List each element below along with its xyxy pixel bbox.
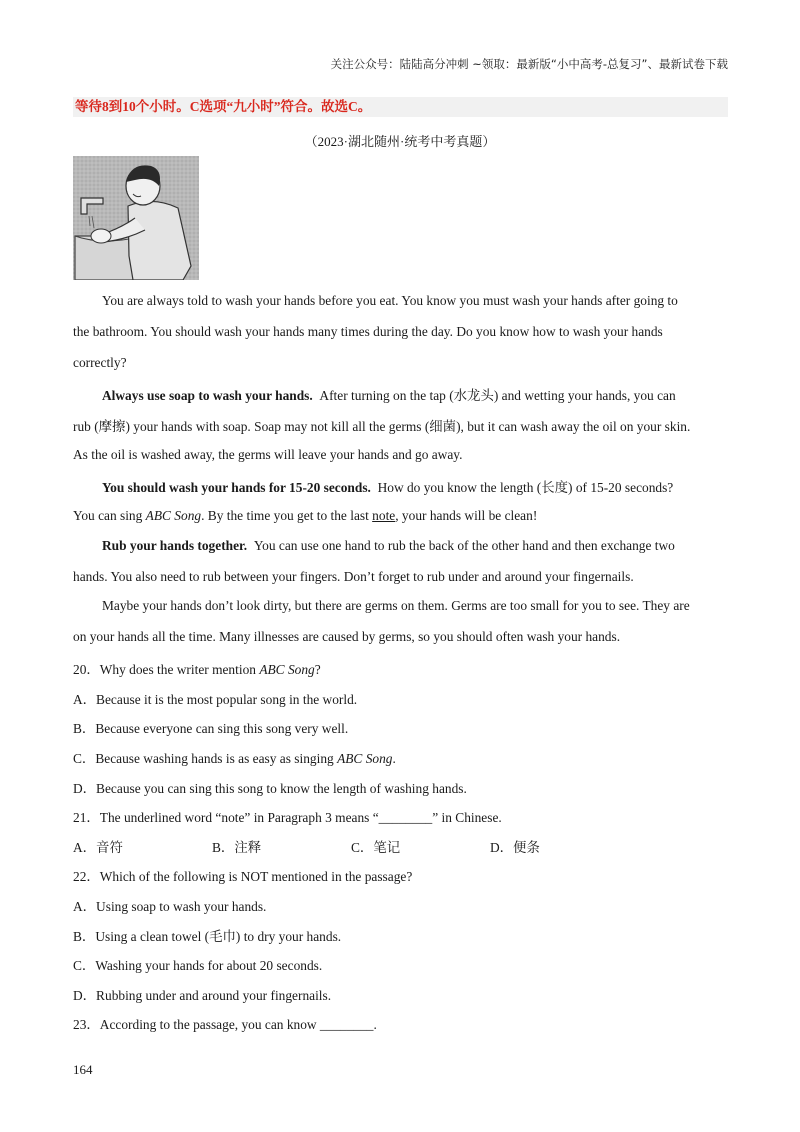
- question-20-stem: [73, 659, 321, 678]
- question-22-option-a: A．Using soap to wash your hands.: [73, 899, 267, 914]
- question-22-option-d: D．Rubbing under and around your fingernails.: [73, 988, 332, 1003]
- paragraph-heading: Rub your hands together.: [102, 538, 248, 553]
- page-number: 164: [73, 1062, 93, 1077]
- question-21-option-a: A．音符: [73, 840, 123, 855]
- passage-text: How do you know the length (长度) of 15-20 seconds?: [377, 480, 674, 495]
- passage-text: You can sing: [73, 508, 146, 523]
- question-20-option-b: B．Because everyone can sing this song very well.: [73, 721, 349, 736]
- paragraph-heading: Always use soap to wash your hands.: [102, 388, 313, 403]
- question-20-option-c: [73, 748, 396, 767]
- passage-line: hands. You also need to rub between your fingers. Don’t forget to rub under and around your fingernails.: [73, 569, 634, 584]
- passage-line: [73, 508, 537, 524]
- option-text: .: [392, 751, 396, 766]
- question-22-option-c: C．Washing your hands for about 20 seconds.: [73, 958, 323, 973]
- question-20-option-d: D．Because you can sing this song to know the length of washing hands.: [73, 781, 467, 796]
- passage-text: , your hands will be clean!: [395, 508, 538, 523]
- passage-line: You are always told to wash your hands before you eat. You know you must wash your hands after going to: [102, 293, 678, 308]
- question-21-stem: 21．The underlined word “note” in Paragraph 3 means “________” in Chinese.: [73, 810, 502, 825]
- question-20-option-a: A．Because it is the most popular song in the world.: [73, 692, 358, 707]
- question-23-stem: 23．According to the passage, you can know ________.: [73, 1017, 377, 1032]
- question-21-option-d: D．便条: [490, 840, 540, 855]
- passage-line: rub (摩擦) your hands with soap. Soap may not kill all the germs (细菌), but it can wash away the oil on your skin.: [73, 419, 691, 434]
- underlined-word-note: note: [372, 508, 396, 523]
- source-citation: （2023·湖北随州·统考中考真题）: [304, 134, 496, 149]
- passage-line: [102, 477, 673, 496]
- passage-text: After turning on the tap (水龙头) and wetting your hands, you can: [319, 388, 676, 403]
- question-text: ?: [314, 662, 321, 677]
- song-title: ABC Song: [337, 751, 393, 766]
- passage-line: [102, 538, 675, 554]
- question-22-stem: 22．Which of the following is NOT mentioned in the passage?: [73, 869, 413, 884]
- hand-washing-illustration: [73, 156, 199, 280]
- paragraph-heading: You should wash your hands for 15-20 seconds.: [102, 480, 371, 495]
- song-title: ABC Song: [259, 662, 315, 677]
- option-text: C．Because washing hands is as easy as singing: [73, 751, 338, 766]
- question-21-option-c: C．笔记: [351, 840, 401, 855]
- page-header: 关注公众号：陆陆高分冲刺 ~领取：最新版“小中高考-总复习”、最新试卷下载: [330, 57, 728, 71]
- song-title: ABC Song: [145, 508, 202, 523]
- answer-explanation: 等待8到10个小时。C选项“九小时”符合。故选C。: [73, 97, 728, 117]
- passage-line: [102, 385, 676, 404]
- passage-line: Maybe your hands don’t look dirty, but there are germs on them. Germs are too small for you to see. They are: [102, 598, 690, 613]
- passage-line: the bathroom. You should wash your hands many times during the day. Do you know how to wash your hands: [73, 324, 663, 339]
- passage-text: . By the time you get to the last: [201, 508, 373, 523]
- passage-line: on your hands all the time. Many illnesses are caused by germs, so you should often wash your hands.: [73, 629, 621, 644]
- passage-line: correctly?: [73, 355, 127, 370]
- question-21-option-b: B．注释: [212, 840, 262, 855]
- passage-text: You can use one hand to rub the back of the other hand and then exchange two: [253, 538, 675, 553]
- question-text: 20．Why does the writer mention: [73, 662, 260, 677]
- question-22-option-b: B．Using a clean towel (毛巾) to dry your hands.: [73, 929, 342, 944]
- passage-line: As the oil is washed away, the germs will leave your hands and go away.: [73, 447, 463, 462]
